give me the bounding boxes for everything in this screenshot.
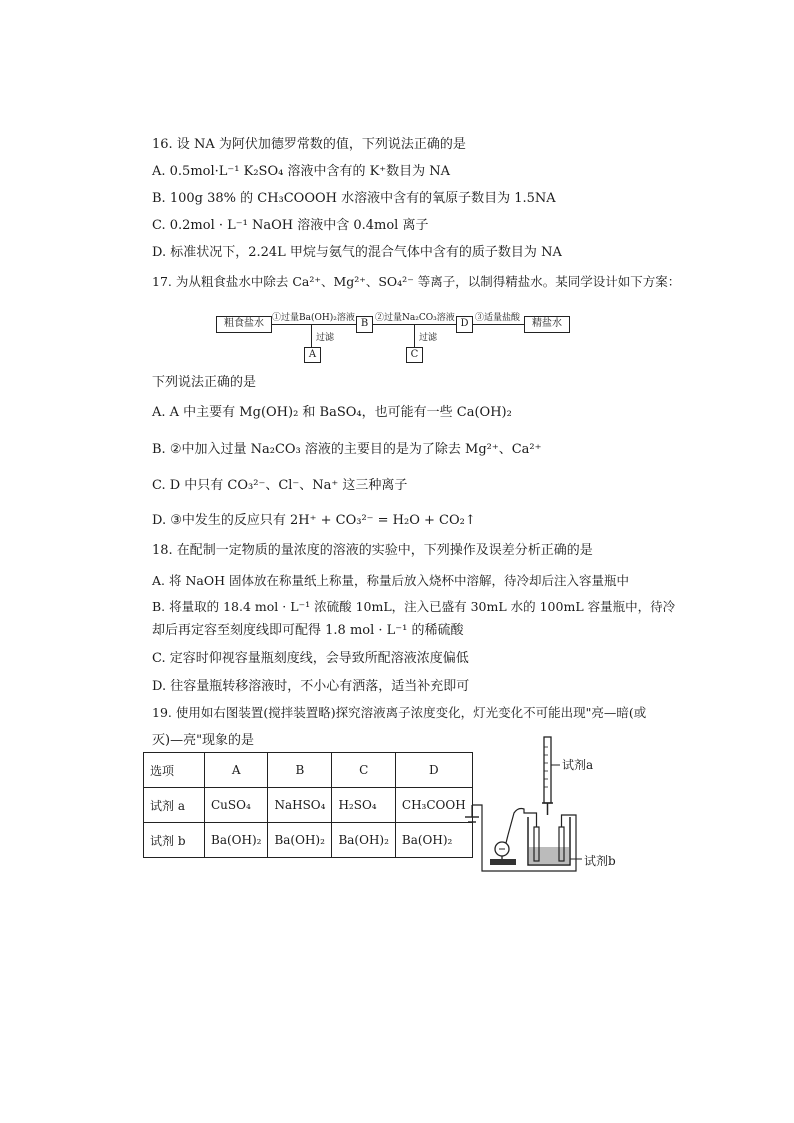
q17-lead: 下列说法正确的是 [152, 375, 257, 390]
table-cell: Ba(OH)₂ [395, 823, 472, 858]
table-cell: H₂SO₄ [332, 788, 395, 823]
flow-line-1 [271, 324, 356, 325]
flow-step2-label: ②过量Na₂CO₃溶液 [375, 313, 455, 323]
table-cell: Ba(OH)₂ [268, 823, 332, 858]
table-header-cell: C [332, 753, 395, 788]
q16-option-d: D. 标准状况下，2.24L 甲烷与氨气的混合气体中含有的质子数目为 NA [152, 245, 562, 260]
table-header-cell: 选项 [144, 753, 205, 788]
table-cell: CuSO₄ [205, 788, 268, 823]
circuit-wire [506, 835, 508, 843]
flow-box-b: B [356, 316, 373, 333]
flow-step1-label: ①过量Ba(OH)₂溶液 [272, 313, 355, 323]
table-row [144, 823, 473, 858]
table-cell: Ba(OH)₂ [332, 823, 395, 858]
table-header-cell: B [268, 753, 332, 788]
q18-option-b-line2: 却后再定容至刻度线即可配得 1.8 mol · L⁻¹ 的稀硫酸 [152, 623, 464, 638]
q17-stem: 17. 为从粗食盐水中除去 Ca²⁺、Mg²⁺、SO₄²⁻ 等离子，以制得精盐水。某同学设计如下方案： [152, 274, 681, 289]
burette-stopcock [542, 803, 553, 815]
table-cell: 试剂 a [144, 788, 205, 823]
flow-filter1-label: 过滤 [316, 333, 335, 343]
q19-stem-line1: 19. 使用如右图装置(搅拌装置略)探究溶液离子浓度变化，灯光变化不可能出现"亮—暗(或 [152, 705, 647, 720]
table-cell: 试剂 b [144, 823, 205, 858]
q18-option-c: C. 定容时仰视容量瓶刻度线，会导致所配溶液浓度偏低 [152, 651, 469, 666]
label-b: 试剂b [584, 854, 616, 868]
q16-option-c: C. 0.2mol · L⁻¹ NaOH 溶液中含 0.4mol 离子 [152, 218, 429, 233]
table-header-cell: A [205, 753, 268, 788]
q19-stem-line2: 灭)—亮"现象的是 [152, 733, 255, 748]
table-header-row [144, 753, 473, 788]
q19-reagent-table [143, 752, 473, 858]
q18-option-a: A. 将 NaOH 固体放在称量纸上称量，称量后放入烧杯中溶解，待冷却后注入容量瓶中 [152, 573, 629, 588]
q16-option-a: A. 0.5mol·L⁻¹ K₂SO₄ 溶液中含有的 K⁺数目为 NA [152, 164, 451, 179]
table-cell: Ba(OH)₂ [205, 823, 268, 858]
q17-option-a: A. A 中主要有 Mg(OH)₂ 和 BaSO₄，也可能有一些 Ca(OH)₂ [152, 405, 512, 420]
flow-step3-label: ③适量盐酸 [475, 313, 521, 323]
flow-box-d: D [456, 316, 473, 333]
flow-drop-1 [311, 325, 312, 347]
q16-option-b: B. 100g 38% 的 CH₃COOOH 水溶液中含有的氧原子数目为 1.5NA [152, 191, 556, 206]
q17-option-d: D. ③中发生的反应只有 2H⁺ + CO₃²⁻ = H₂O + CO₂↑ [152, 513, 476, 528]
lamp-base [490, 859, 516, 865]
flow-start-box: 粗食盐水 [216, 316, 272, 333]
q18-stem: 18. 在配制一定物质的量浓度的溶液的实验中，下列操作及误差分析正确的是 [152, 543, 593, 558]
q17-option-b: B. ②中加入过量 Na₂CO₃ 溶液的主要目的是为了除去 Mg²⁺、Ca²⁺ [152, 442, 542, 457]
label-a: 试剂a [562, 758, 594, 772]
table-row [144, 788, 473, 823]
flow-line-3 [472, 324, 524, 325]
flow-filter2-label: 过滤 [419, 333, 438, 343]
q16-stem: 16. 设 NA 为阿伏加德罗常数的值，下列说法正确的是 [152, 137, 466, 152]
q18-option-b-line1: B. 将量取的 18.4 mol · L⁻¹ 浓硫酸 10mL，注入已盛有 30mL 水的 100mL 容量瓶中，待冷 [152, 599, 676, 614]
flow-box-c: C [406, 347, 423, 363]
table-header-cell: D [395, 753, 472, 788]
table-cell: CH₃COOH [395, 788, 472, 823]
flow-end-box: 精盐水 [524, 316, 570, 333]
q17-option-c: C. D 中只有 CO₃²⁻、Cl⁻、Na⁺ 这三种离子 [152, 478, 408, 493]
q19-apparatus-illustration [462, 735, 622, 880]
q18-option-d: D. 往容量瓶转移溶液时，不小心有洒落，适当补充即可 [152, 679, 470, 694]
table-cell: NaHSO₄ [268, 788, 332, 823]
flow-drop-2 [414, 325, 415, 347]
circuit-wire [508, 809, 537, 836]
flow-box-a: A [304, 347, 321, 363]
